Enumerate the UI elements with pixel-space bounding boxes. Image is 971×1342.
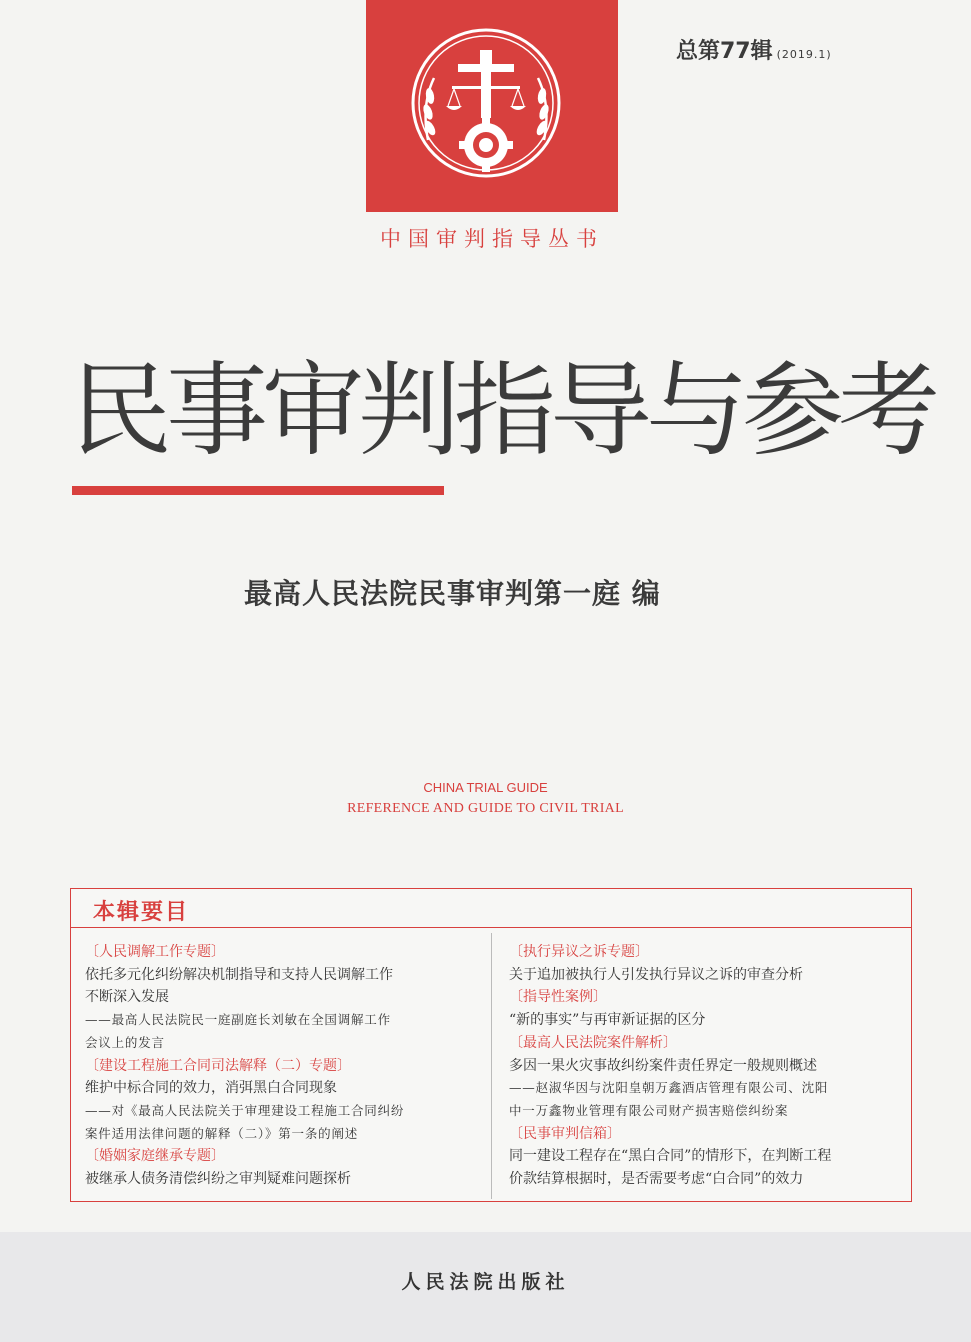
issue-label: 总第77辑 (676, 39, 773, 64)
publisher: 人民法院出版社 (401, 1271, 570, 1293)
contents-section-heading: 〔民事审判信箱〕 (509, 1125, 621, 1142)
court-emblem-icon (366, 0, 618, 212)
contents-entry: 案件适用法律问题的解释（二）》第一条的阐述 (85, 1125, 359, 1141)
contents-title: 本辑要目 (93, 900, 190, 925)
editor-credit: 最高人民法院民事审判第一庭 编 (244, 577, 661, 610)
contents-section-heading: 〔建设工程施工合同司法解释（二）专题〕 (85, 1057, 351, 1074)
contents-section-heading: 〔婚姻家庭继承专题〕 (85, 1148, 225, 1165)
series-name: 中国审判指导丛书 (380, 227, 604, 251)
contents-entry: 价款结算根据时，是否需要考虑“白合同”的效力 (509, 1171, 804, 1188)
contents-entry: ——最高人民法院民一庭副庭长刘敏在全国调解工作 (85, 1012, 391, 1028)
contents-box (70, 888, 912, 1202)
contents-entry: 多因一果火灾事故纠纷案件责任界定一般规则概述 (509, 1057, 817, 1074)
court-emblem-block (366, 0, 618, 212)
title-underline (72, 486, 444, 495)
contents-section-heading: 〔人民调解工作专题〕 (85, 944, 225, 960)
contents-entry: 不断深入发展 (85, 989, 169, 1006)
contents-section-heading: 〔指导性案例〕 (509, 989, 607, 1006)
english-title-line1: CHINA TRIAL GUIDE (423, 780, 548, 795)
contents-entry: 会议上的发言 (85, 1034, 165, 1050)
contents-header (71, 889, 911, 928)
contents-entry: ——对《最高人民法院关于审理建设工程施工合同纠纷 (85, 1102, 405, 1118)
contents-entry: 同一建设工程存在“黑白合同”的情形下，在判断工程 (509, 1148, 832, 1165)
contents-section-heading: 〔执行异议之诉专题〕 (509, 944, 649, 960)
contents-entry: 被继承人债务清偿纠纷之审判疑难问题探析 (85, 1171, 351, 1188)
issue-date: (2019.1) (776, 48, 832, 61)
contents-right-column (509, 941, 905, 1191)
contents-entry: “新的事实”与再审新证据的区分 (509, 1012, 706, 1029)
contents-left-column (85, 941, 485, 1191)
contents-entry: 维护中标合同的效力，消弭黑白合同现象 (85, 1080, 337, 1097)
book-title: 民事审判指导与参考 (70, 352, 934, 471)
contents-entry: 依托多元化纠纷解决机制指导和支持人民调解工作 (85, 966, 393, 983)
contents-section-heading: 〔最高人民法院案件解析〕 (509, 1034, 677, 1051)
issue-number (676, 34, 832, 65)
contents-divider (491, 933, 492, 1199)
contents-entry: 关于追加被执行人引发执行异议之诉的审查分析 (509, 966, 803, 983)
contents-entry: 中一万鑫物业管理有限公司财产损害赔偿纠纷案 (509, 1102, 789, 1118)
contents-entry: ——赵淑华因与沈阳皇朝万鑫酒店管理有限公司、沈阳 (509, 1080, 829, 1096)
english-title-line2: REFERENCE AND GUIDE TO CIVIL TRIAL (347, 801, 624, 816)
